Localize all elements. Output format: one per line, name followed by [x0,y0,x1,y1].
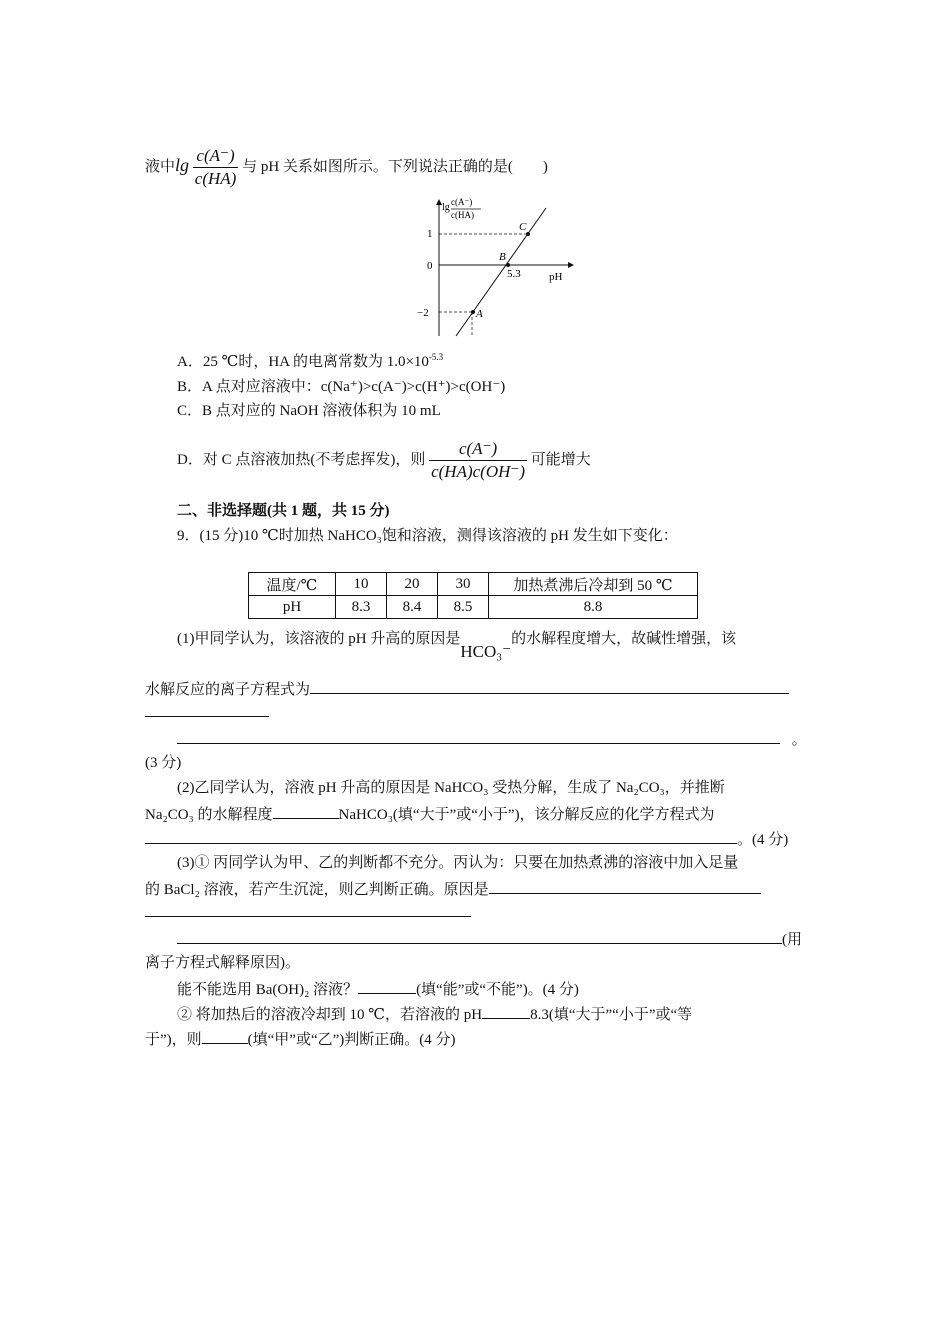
answer-blank-3a[interactable] [489,878,761,894]
intro-fraction [193,145,239,190]
option-b-text: A 点对应溶液中：c(Na⁺)>c(A⁻)>c(H⁺)>c(OH⁻) [202,379,506,395]
q9-p3f-2: 8.3(填“大于”“小于”或“等 [530,1007,693,1023]
q9-part1-line2 [145,678,789,700]
q9-p1a: (1)甲同学认为，该溶液的 pH 升高的原因是 [177,631,461,647]
lg-ph-chart [415,196,585,344]
q9-part3-line2 [145,878,761,900]
option-c-text: B 点对应的 NaOH 溶液体积为 10 mL [202,403,441,419]
label-c: C [519,221,527,233]
option-d-fraction [429,438,527,483]
answer-blank-3c[interactable] [177,928,782,944]
q9-p3g-1: 于”)，则 [145,1032,202,1048]
q9-p3c: (用 [782,932,802,948]
table-cell: 8.5 [438,596,489,619]
point-a [471,310,475,314]
option-a [177,352,443,372]
intro-suffix: 与 pH 关系如图所示。下列说法正确的是( ) [242,159,548,175]
answer-blank-1b[interactable] [145,716,269,717]
end-mark: 。 [791,732,807,748]
table-row [249,573,698,596]
option-b-label: B． [177,379,203,395]
option-b [177,377,505,397]
answer-blank-2b[interactable] [145,828,737,844]
q9-part2-line1: (2)乙同学认为，溶液 pH 升高的原因是 NaHCO₃ 受热分解，生成了 Na₂CO₃，并推断 [177,780,725,796]
q9-p2b-2: NaHCO₃(填“大于”或“小于”)，该分解反应的化学方程式为 [338,807,715,823]
x-tick-5-3: 5.3 [507,268,521,280]
answer-blank-3b[interactable] [145,916,471,917]
q9-p3f-1: ② 将加热后的溶液冷却到 10 ℃，若溶液的 pH [177,1007,483,1023]
q9-p3b: 的 BaCl₂ 溶液，若产生沉淀，则乙判断正确。原因是 [145,882,489,898]
point-b [506,263,510,267]
option-a-sup: -5.3 [428,352,444,362]
label-b: B [499,251,506,263]
q9-p2c: 。(4 分) [737,832,789,848]
option-d-fraction-den: c(HA)c(OH⁻) [431,462,526,482]
table-cell: 8.3 [336,596,387,619]
data-line [456,208,546,336]
intro-line [145,141,548,189]
table-cell: 加热煮沸后冷却到 50 ℃ [489,573,698,596]
table-row [249,596,698,619]
q9-part3-line6 [177,1003,692,1025]
q9-stem: 9．(15 分)10 ℃时加热 NaHCO₃饱和溶液，测得该溶液的 pH 发生如下变化： [177,528,678,544]
option-c [177,401,441,421]
table-cell: pH [249,596,336,619]
x-axis-label: pH [549,271,563,283]
y-axis-label-den: c(HA) [451,210,474,220]
y-tick-1: 1 [427,228,433,240]
intro-fraction-num: c(A⁻) [196,146,235,166]
table-cell: 10 [336,573,387,596]
label-a: A [476,308,483,320]
table-cell: 8.8 [489,596,698,619]
option-d-fraction-num: c(A⁻) [458,439,498,459]
q9-part3-line1: (3)① 丙同学认为甲、乙的判断都不充分。丙认为：只要在加热煮沸的溶液中加入足量 [177,855,739,871]
intro-prefix: 液中 [145,159,176,175]
answer-blank-3e[interactable] [482,1003,530,1019]
y-tick-neg2: −2 [417,307,429,319]
q9-p2b-1: Na₂CO₃ 的水解程度 [145,807,273,823]
table-cell: 20 [387,573,438,596]
bicarbonate-ion: HCO₃⁻ [460,642,512,661]
q9-score3: (3 分) [145,755,182,771]
q9-p1c: 水解反应的离子方程式为 [145,682,311,698]
option-d [177,430,591,490]
option-c-label: C． [177,403,203,419]
option-d-suffix: 可能增大 [530,452,591,468]
option-d-label: D． [177,452,203,468]
ph-table [248,572,698,619]
q9-p3e-2: (填“能”或“不能”)。(4 分) [416,982,579,998]
answer-blank-1[interactable] [310,678,789,694]
q9-part2-line2 [145,803,715,825]
q9-part1-line3 [177,728,807,750]
q9-part3-line4: 离子方程式解释原因)。 [145,955,300,971]
q9-part3-line7 [145,1028,456,1050]
q9-part1-line1 [177,628,737,661]
answer-blank-3d[interactable] [358,978,416,994]
table-cell: 8.4 [387,596,438,619]
answer-blank-2a[interactable] [273,803,339,819]
intro-lg: lg [175,155,190,175]
q9-part2-line3 [145,828,788,850]
section-2-heading: 二、非选择题(共 1 题，共 15 分) [177,503,390,519]
answer-blank-1c[interactable] [177,728,780,744]
point-c [526,232,530,236]
table-cell: 30 [438,573,489,596]
q9-p1b: 的水解程度增大，故碱性增强，该 [511,631,737,647]
y-tick-0: 0 [427,260,433,272]
q9-p3e-1: 能不能选用 Ba(OH)₂ 溶液？ [177,982,359,998]
q9-part3-line5 [177,978,579,1000]
option-a-label: A． [177,354,203,370]
y-axis-label-num: c(A⁻) [451,197,473,207]
option-d-prefix: 对 C 点溶液加热(不考虑挥发)，则 [202,452,426,468]
answer-blank-3f[interactable] [202,1028,248,1044]
option-a-text: 25 ℃时，HA 的电离常数为 1.0×10 [202,354,429,370]
intro-fraction-den: c(HA) [194,169,237,189]
q9-p3g-2: (填“甲”或“乙”)判断正确。(4 分) [247,1032,456,1048]
q9-part3-line3 [177,928,802,950]
table-cell: 温度/℃ [249,573,336,596]
y-axis-label-lg: lg [442,202,450,213]
